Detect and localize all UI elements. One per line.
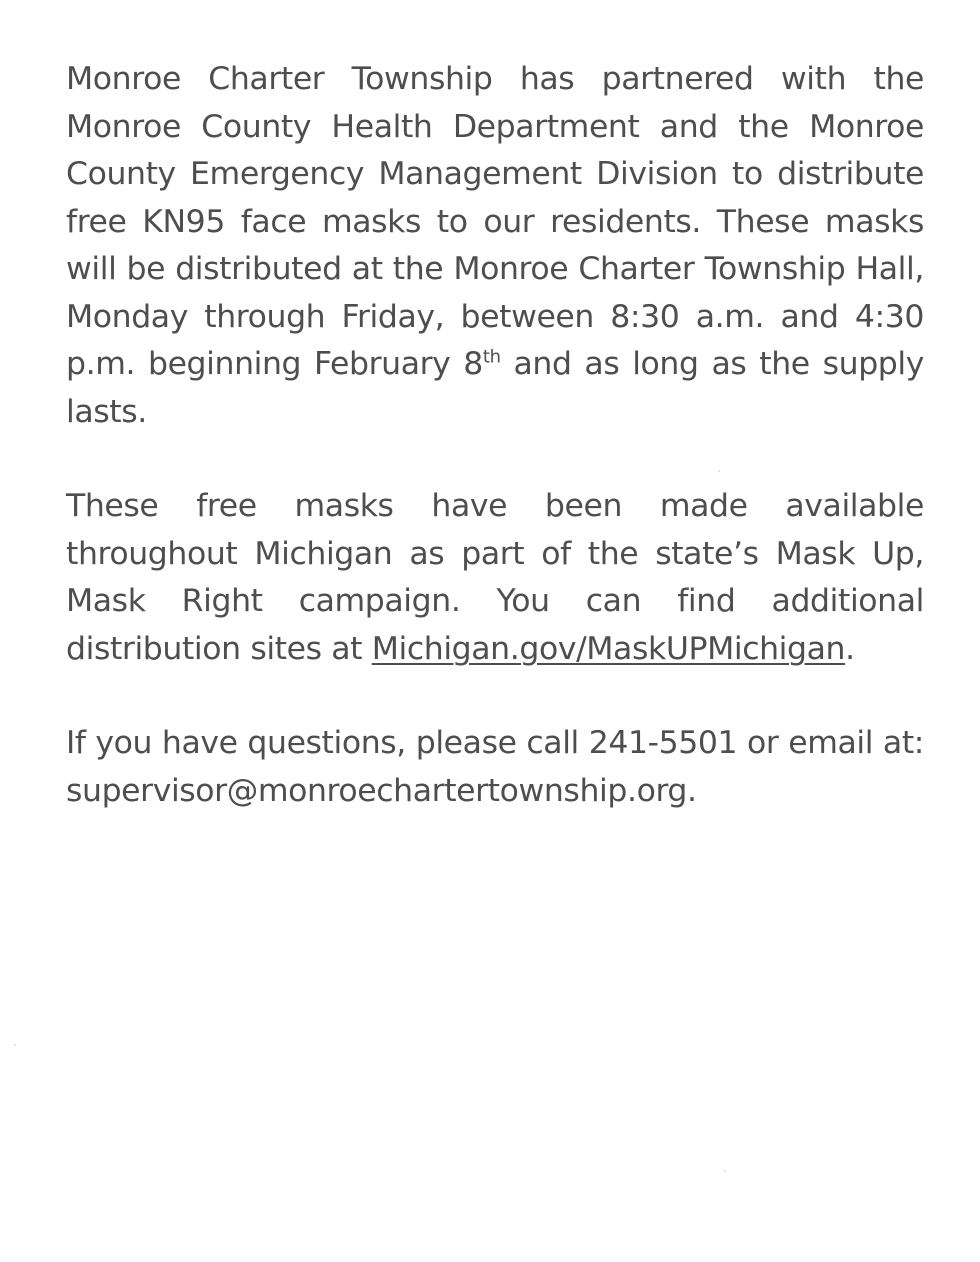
scan-speck <box>718 470 720 472</box>
campaign-text: These free masks have been made available throughout Michigan as part of the state’s Mask Up, Mask Right campaign. You can find additional distribution sites at <box>66 488 924 667</box>
mask-distribution-paragraph <box>66 56 924 436</box>
contact-paragraph <box>66 720 924 815</box>
campaign-text-end: . <box>845 630 855 667</box>
distribution-text: Monroe Charter Township has partnered with the Monroe County Health Department and the Monroe County Emergency Management Division to distribute free KN95 face masks to our residents. These masks will be distributed at the Monroe Charter Township Hall, Monday through Friday, between 8:30 a.m. and 4:30 p.m. beginning February 8 <box>66 61 924 382</box>
scan-speck <box>724 1170 726 1172</box>
date-ordinal-suffix: th <box>482 346 501 368</box>
mask-up-michigan-link[interactable]: Michigan.gov/MaskUPMichigan <box>371 630 846 667</box>
contact-text: If you have questions, please call 241-5501 or email at: supervisor@monroechartertownship.org. <box>66 725 924 809</box>
scan-speck <box>14 1044 16 1046</box>
distribution-text-end: and as long as the supply lasts. <box>66 346 924 430</box>
campaign-paragraph <box>66 483 924 673</box>
notice-body <box>66 56 924 862</box>
